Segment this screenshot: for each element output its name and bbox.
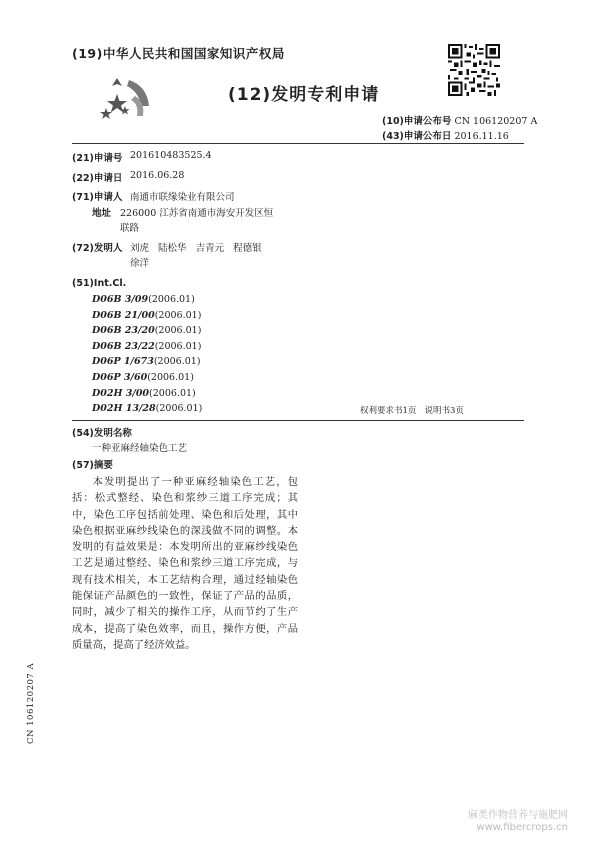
cnipa-emblem-icon — [95, 72, 157, 124]
side-publication-number: CN 106120207 A — [26, 662, 36, 744]
inventors-line-1: 刘虎 陆松华 吉青元 程德银 — [130, 243, 262, 254]
ipc-classification: D06P 1/673(2006.01) — [92, 356, 201, 367]
publication-number-label: (10)申请公布号 — [382, 116, 452, 127]
page-count-info: 权利要求书1页 说明书3页 — [360, 406, 464, 416]
abstract-body — [72, 474, 298, 653]
abstract-label: (57)摘要 — [72, 460, 113, 471]
applicant-name: 南通市联缘染业有限公司 — [130, 192, 235, 203]
watermark-url: www.fibercrops.cn — [476, 822, 568, 833]
qr-code-icon — [448, 44, 500, 96]
ipc-classification: D06B 23/20(2006.01) — [92, 325, 202, 336]
header-divider — [72, 143, 524, 144]
inventors-line-2: 徐洋 — [130, 258, 150, 269]
ipc-classification: D02H 3/00(2006.01) — [92, 388, 196, 399]
publication-date-row — [382, 128, 509, 142]
application-date-label: (22)申请日 — [72, 173, 123, 184]
ipc-classification: D06B 21/00(2006.01) — [92, 310, 202, 321]
application-date: 2016.06.28 — [130, 170, 185, 181]
applicant-label: (71)申请人 — [72, 192, 123, 203]
application-number: 201610483525.4 — [130, 150, 212, 161]
publication-date: 2016.11.16 — [454, 131, 509, 142]
invention-title: 一种亚麻经轴染色工艺 — [92, 443, 188, 454]
application-number-label: (21)申请号 — [72, 153, 123, 164]
inventors-label: (72)发明人 — [72, 243, 123, 254]
abstract-text: 本发明提出了一种亚麻经轴染色工艺，包括：松式整经、染色和浆纱三道工序完成；其中，染色工序包括前处理、染色和后处理，其中染色根据亚麻纱线染色的深浅做不同的调整。本发明的有益效果是：本发明所出的亚麻纱线染色工艺是通过整经、染色和浆纱三道工序完成，与现有技术相关，本工艺结构合理，通过经轴染色能保证产品颜色的一致性，保证了产品的品质，同时，减少了相关的操作工序，从而节约了生产成本，提高了染色效率，而且，操作方便，产品质量高，提高了经济效益。 — [72, 476, 298, 651]
fields-divider — [72, 420, 524, 421]
ipc-classification: D06P 3/60(2006.01) — [92, 372, 194, 383]
ipc-classification: D02H 13/28(2006.01) — [92, 403, 203, 414]
document-kind-title: (12)发明专利申请 — [228, 85, 380, 105]
address-label: 地址 — [92, 208, 112, 219]
address-line-1: 226000 江苏省南通市海安开发区恒 — [120, 208, 274, 219]
ipc-classification: D06B 23/22(2006.01) — [92, 341, 202, 352]
int-cl-label: (51)Int.Cl. — [72, 278, 127, 289]
invention-title-label: (54)发明名称 — [72, 428, 132, 439]
watermark-site-name: 麻类作物营养与施肥网 — [468, 810, 568, 821]
address-line-2: 联路 — [120, 223, 140, 234]
site-watermark — [468, 810, 568, 834]
publication-date-label: (43)申请公布日 — [382, 131, 452, 142]
ipc-classification: D06B 3/09(2006.01) — [92, 294, 195, 305]
publication-number-row — [382, 113, 537, 127]
publication-number: CN 106120207 A — [454, 116, 538, 127]
patent-office-name: (19)中华人民共和国国家知识产权局 — [72, 46, 285, 61]
